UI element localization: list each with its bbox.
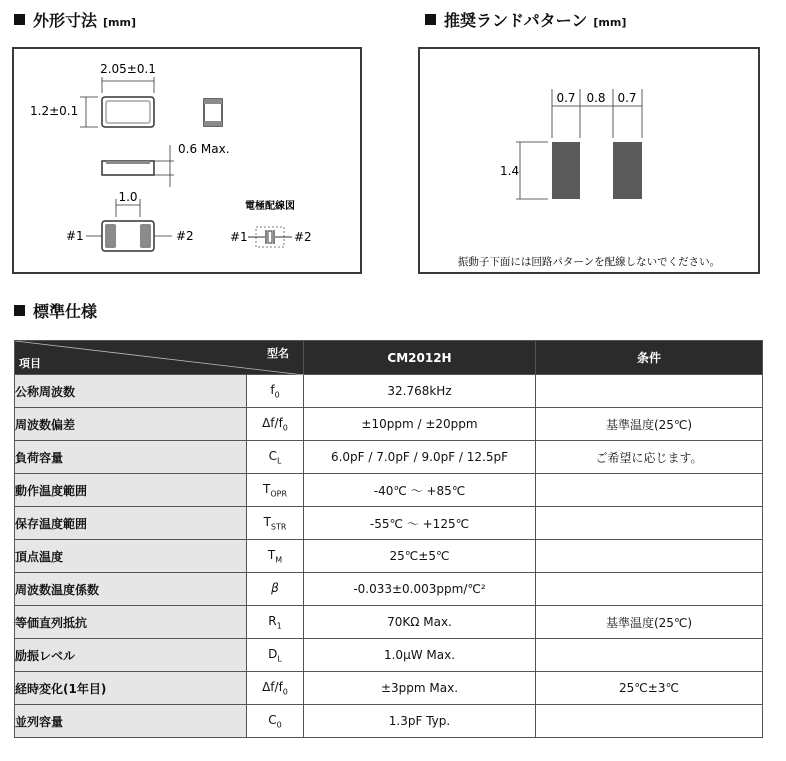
row-symbol-main: T: [267, 547, 276, 562]
row-symbol: [247, 408, 304, 441]
wiring-pin1-label: #1: [230, 230, 248, 244]
row-symbol-sub: L: [277, 654, 282, 664]
table-row: [15, 474, 763, 507]
row-item-name: 経時変化(1年目): [15, 672, 247, 705]
row-value: 1.3pF Typ.: [304, 705, 536, 738]
wiring-title: 電極配線図: [245, 201, 295, 212]
row-symbol: [247, 507, 304, 540]
row-value: 1.0μW Max.: [304, 639, 536, 672]
row-symbol-sub: OPR: [270, 489, 288, 499]
row-condition: [536, 540, 763, 573]
row-symbol-sub: 0: [276, 720, 282, 730]
row-condition: [536, 573, 763, 606]
row-symbol-sub: 0: [274, 390, 280, 400]
row-condition: 基準温度(25℃): [536, 408, 763, 441]
row-value: 70KΩ Max.: [304, 606, 536, 639]
land-dim-gap: 0.8: [586, 91, 606, 105]
square-bullet-icon: [14, 305, 25, 316]
row-condition: [536, 639, 763, 672]
dim-height-label: 1.2±0.1: [30, 104, 79, 118]
row-condition: [536, 705, 763, 738]
land-pattern-drawing: [420, 49, 758, 272]
header-item-label: 項目: [19, 357, 41, 370]
row-symbol-sub: L: [276, 456, 282, 466]
row-symbol-sub: 1: [276, 621, 282, 631]
row-value: 6.0pF / 7.0pF / 9.0pF / 12.5pF: [304, 441, 536, 474]
table-row: [15, 639, 763, 672]
dim-width-label: 2.05±0.1: [100, 62, 156, 76]
row-item-name: 等価直列抵抗: [15, 606, 247, 639]
header-condition: 条件: [536, 341, 763, 375]
row-symbol: [247, 672, 304, 705]
table-row: [15, 408, 763, 441]
row-value: ±3ppm Max.: [304, 672, 536, 705]
header-model: CM2012H: [304, 341, 536, 375]
row-symbol: [247, 639, 304, 672]
land-heading: [425, 11, 626, 33]
row-item-name: 負荷容量: [15, 441, 247, 474]
row-condition: 25℃±3℃: [536, 672, 763, 705]
spec-table-body: [15, 375, 763, 738]
pin1-label: #1: [66, 229, 84, 243]
row-symbol-sub: 0: [282, 687, 288, 697]
row-item-name: 周波数偏差: [15, 408, 247, 441]
table-row: [15, 606, 763, 639]
land-dim-height: 1.4: [500, 164, 520, 178]
table-row: [15, 441, 763, 474]
outline-heading: [14, 11, 136, 33]
row-item-name: 周波数温度係数: [15, 573, 247, 606]
spec-heading-text: 標準仕様: [33, 302, 98, 321]
row-symbol-sub: 0: [282, 423, 288, 433]
square-bullet-icon: [14, 14, 25, 25]
outline-drawing-panel: [12, 47, 362, 274]
row-symbol: [247, 606, 304, 639]
table-row: [15, 375, 763, 408]
land-heading-text: 推奨ランドパターン: [444, 11, 588, 30]
row-symbol-main: Δf/f: [262, 415, 283, 430]
row-item-name: 並列容量: [15, 705, 247, 738]
row-symbol-main: D: [268, 646, 278, 661]
land-dim-right: 0.7: [617, 91, 637, 105]
pad-left: [105, 224, 116, 248]
row-symbol-main: R: [268, 613, 277, 628]
land-pattern-panel: [418, 47, 760, 274]
header-model-label: 型名: [267, 347, 289, 360]
outline-drawing: [14, 49, 360, 272]
row-symbol-main: β: [271, 580, 279, 595]
row-value: 32.768kHz: [304, 375, 536, 408]
header-corner-cell: [15, 341, 304, 375]
row-value: -0.033±0.003ppm/℃²: [304, 573, 536, 606]
table-row: [15, 507, 763, 540]
square-bullet-icon: [425, 14, 436, 25]
table-row: [15, 705, 763, 738]
table-row: [15, 672, 763, 705]
crystal-symbol-icon: [268, 231, 272, 243]
row-item-name: 保存温度範囲: [15, 507, 247, 540]
table-row: [15, 540, 763, 573]
row-condition: 基準温度(25℃): [536, 606, 763, 639]
row-symbol: [247, 441, 304, 474]
row-symbol-sub: STR: [270, 522, 287, 532]
row-item-name: 動作温度範囲: [15, 474, 247, 507]
table-row: [15, 573, 763, 606]
pin2-label: #2: [176, 229, 194, 243]
land-unit: [mm]: [593, 16, 627, 29]
outline-unit: [mm]: [103, 16, 136, 29]
row-symbol-sub: M: [275, 555, 283, 565]
row-condition: [536, 507, 763, 540]
row-symbol-main: T: [262, 481, 271, 496]
land-note: 振動子下面には回路パターンを配線しないでください。: [457, 256, 721, 268]
row-condition: [536, 375, 763, 408]
pad-right: [140, 224, 151, 248]
land-pad-left: [552, 142, 580, 199]
land-pad-right: [613, 142, 642, 199]
row-item-name: 公称周波数: [15, 375, 247, 408]
row-condition: ご希望に応じます。: [536, 441, 763, 474]
row-value: -40℃ 〜 +85℃: [304, 474, 536, 507]
wiring-pin2-label: #2: [294, 230, 312, 244]
row-symbol: [247, 705, 304, 738]
row-symbol-main: f: [270, 382, 275, 397]
header-diagonal-line: [15, 341, 304, 375]
row-condition: [536, 474, 763, 507]
row-symbol-main: Δf/f: [262, 679, 283, 694]
row-symbol-main: C: [268, 712, 277, 727]
dim-pad-label: 1.0: [118, 190, 138, 204]
row-item-name: 励振レベル: [15, 639, 247, 672]
row-value: 25℃±5℃: [304, 540, 536, 573]
outline-heading-text: 外形寸法: [33, 11, 98, 30]
row-symbol: [247, 375, 304, 408]
spec-table-header: [15, 341, 763, 375]
row-value: -55℃ 〜 +125℃: [304, 507, 536, 540]
row-symbol: [247, 540, 304, 573]
spec-heading: [14, 302, 97, 322]
row-item-name: 頂点温度: [15, 540, 247, 573]
row-symbol-main: T: [263, 514, 271, 529]
row-value: ±10ppm / ±20ppm: [304, 408, 536, 441]
land-dim-left: 0.7: [556, 91, 576, 105]
row-symbol: [247, 474, 304, 507]
row-symbol: [247, 573, 304, 606]
dim-thickness-label: 0.6 Max.: [178, 142, 230, 156]
row-symbol-main: C: [268, 448, 277, 463]
spec-table: [14, 340, 763, 738]
